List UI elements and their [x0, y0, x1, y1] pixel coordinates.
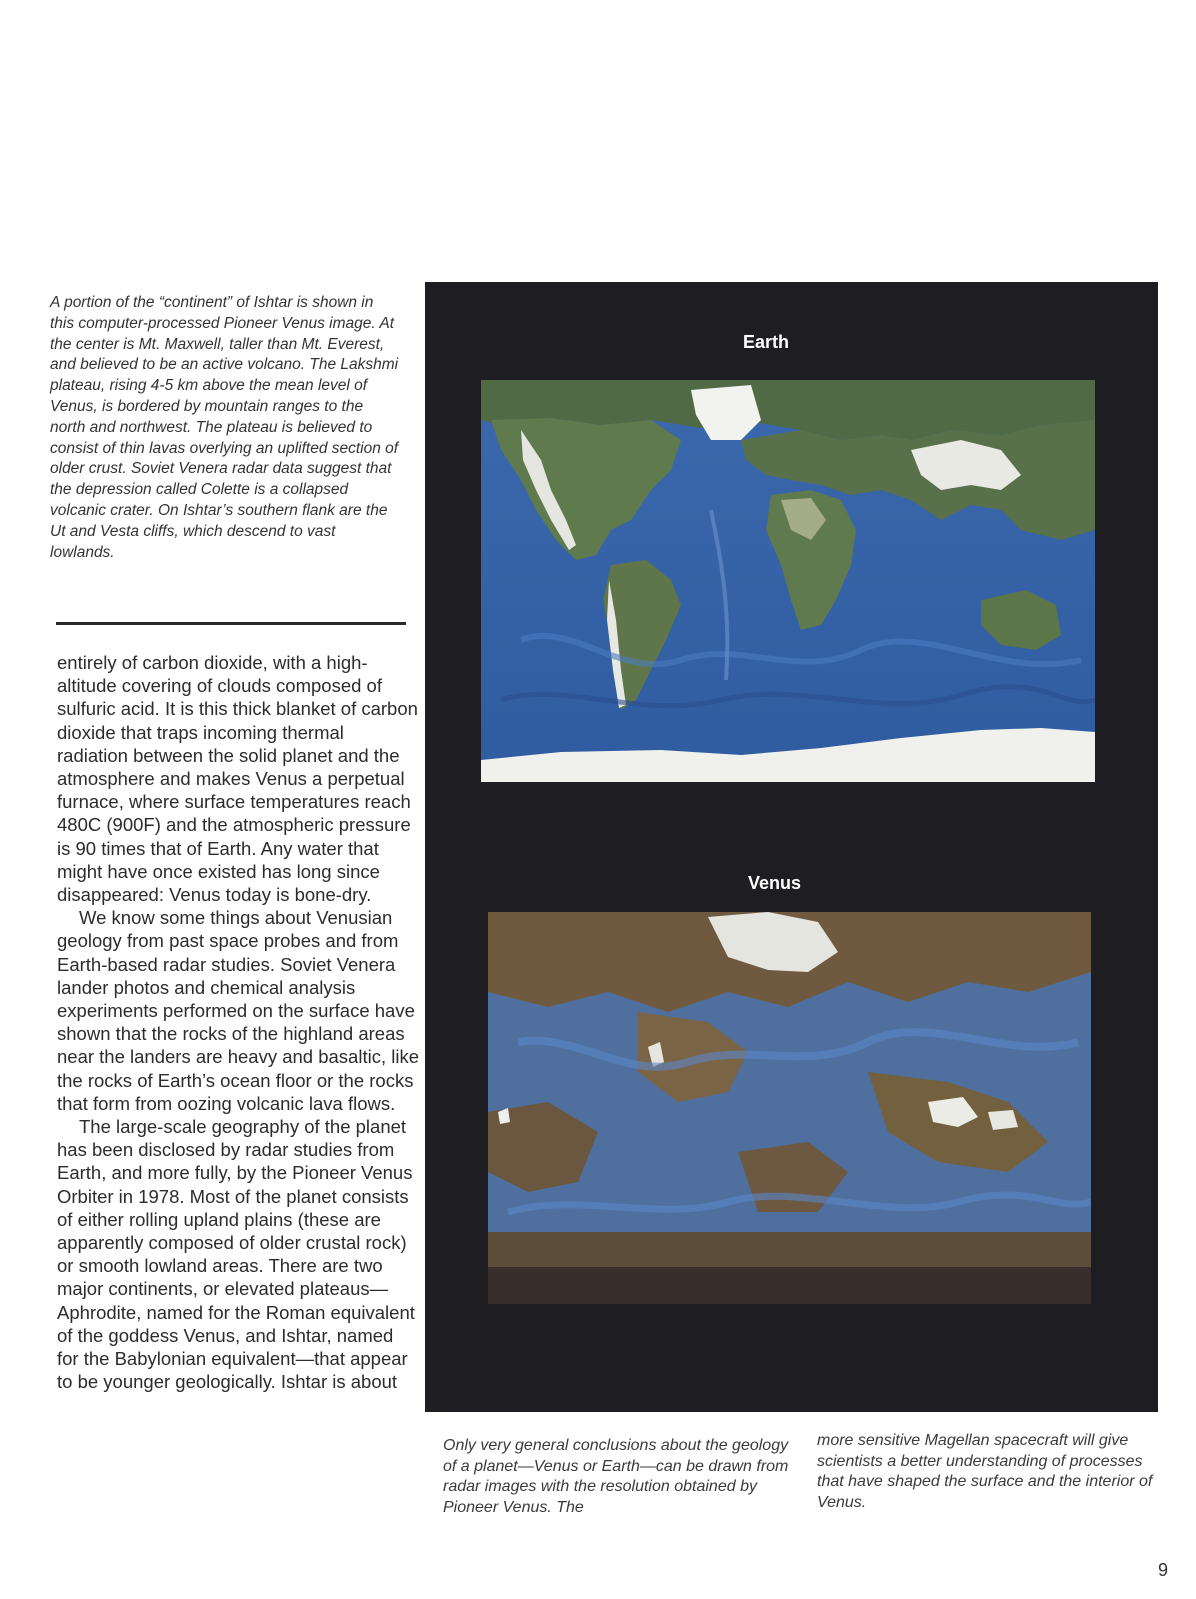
figure-caption-ishtar: A portion of the “continent” of Ishtar is shown in this computer-processed Pioneer Venus image. At the center is Mt. Maxwell, taller than Mt. Everest, and believed to be an active volcano. The Lakshmi plateau, rising 4-5 km above the mean level of Venus, is bordered by mountain ranges to the north and northwest. The plateau is believed to consist of thin lavas overlying an uplifted section of older crust. Soviet Venera radar data suggest that the depression called Colette is a collapsed volcanic crater. On Ishtar’s southern flank are the Ut and Vesta cliffs, which descend to vast lowlands.: [50, 294, 399, 561]
earth-radar-map: [481, 380, 1095, 782]
earth-label: Earth: [743, 332, 790, 352]
venus-radar-map: [488, 912, 1091, 1304]
figure-caption-right: more sensitive Magellan spacecraft will give scientists a better understanding of processes that have shaped the surface and the interior of Venus.: [817, 1432, 1153, 1511]
caption-divider: [56, 622, 406, 625]
body-text-column: [57, 651, 419, 1394]
figure-caption-left: Only very general conclusions about the geology of a planet—Venus or Earth—can be drawn from radar images with the resolution obtained by Pioneer Venus. The: [443, 1437, 789, 1516]
body-paragraph: We know some things about Venusian geology from past space probes and from Earth-based radar studies. Soviet Venera lander photos and chemical analysis experiments performed on the surface have shown that the rocks of the highland areas near the landers are heavy and basaltic, like the rocks of Earth’s ocean floor or the rocks that form from oozing volcanic lava flows.: [57, 907, 419, 1114]
venus-label: Venus: [748, 873, 802, 893]
body-paragraph: entirely of carbon dioxide, with a high-altitude covering of clouds composed of sulfuric acid. It is this thick blanket of carbon dioxide that traps incoming thermal radiation between the solid planet and the atmosphere and makes Venus a perpetual furnace, where surface temperatures reach 480C (900F) and the atmospheric pressure is 90 times that of Earth. Any water that might have once existed has long since disappeared: Venus today is bone-dry.: [57, 652, 418, 906]
radar-figure-panel: [425, 282, 1158, 1412]
body-paragraph: The large-scale geography of the planet has been disclosed by radar studies from Earth, and more fully, by the Pioneer Venus Orbiter in 1978. Most of the planet consists of either rolling upland plains (these are apparently composed of older crustal rock) or smooth lowland areas. There are two major continents, or elevated plateaus—Aphrodite, named for the Roman equivalent of the goddess Venus, and Ishtar, named for the Babylonian equivalent—that appear to be younger geologically. Ishtar is about: [57, 1116, 415, 1393]
page-number: 9: [1158, 1560, 1169, 1580]
